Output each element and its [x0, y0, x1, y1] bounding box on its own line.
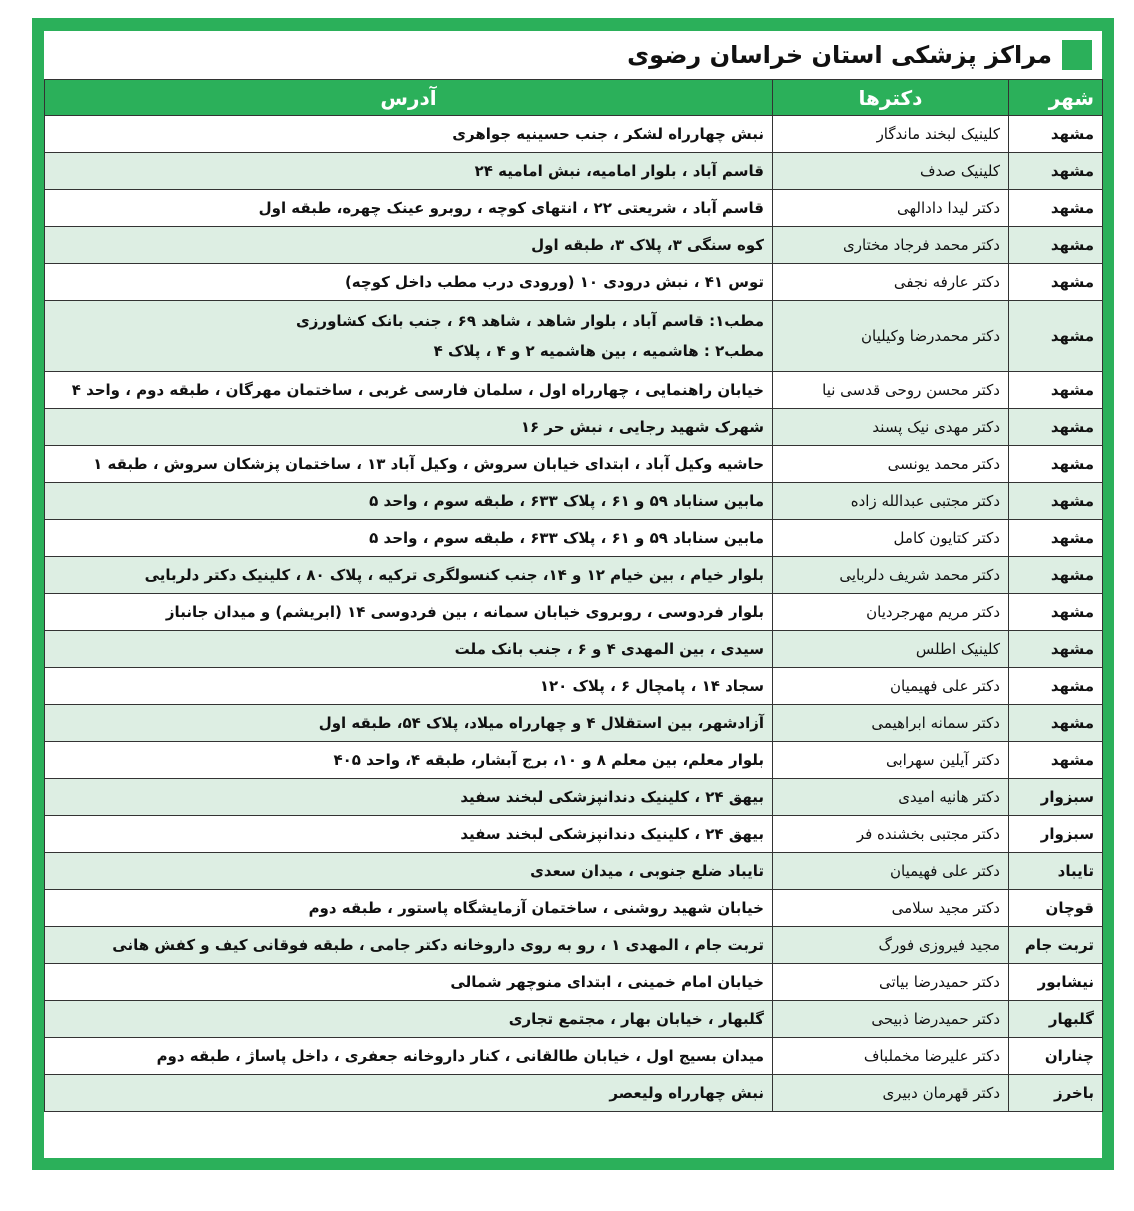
- address-cell: [45, 853, 773, 890]
- table-row: [45, 668, 1103, 705]
- address-cell: [45, 409, 773, 446]
- address-cell: [45, 372, 773, 409]
- address-line: قاسم آباد ، بلوار امامیه، نبش امامیه ۲۴: [474, 162, 764, 180]
- address-cell: [45, 557, 773, 594]
- address-line: تربت جام ، المهدی ۱ ، رو به روی داروخانه دکتر جامی ، طبقه فوقانی کیف و کفش هانی: [112, 936, 764, 954]
- doctor-cell: دکتر مهدی نیک پسند: [773, 409, 1009, 446]
- doctor-cell: کلینیک لبخند ماندگار: [773, 116, 1009, 153]
- address-line: نبش چهارراه لشکر ، جنب حسینیه جواهری: [452, 125, 764, 143]
- city-cell: سبزوار: [1009, 816, 1103, 853]
- table-row: [45, 1038, 1103, 1075]
- address-cell: [45, 1075, 773, 1112]
- city-cell: مشهد: [1009, 557, 1103, 594]
- table-row: [45, 557, 1103, 594]
- doctor-cell: دکتر قهرمان دبیری: [773, 1075, 1009, 1112]
- content-panel: [44, 31, 1102, 1158]
- address-line: مطب۱: قاسم آباد ، بلوار شاهد ، شاهد ۶۹ ، جنب بانک کشاورزی: [296, 312, 764, 330]
- doctor-cell: دکتر سمانه ابراهیمی: [773, 705, 1009, 742]
- address-line: سیدی ، بین المهدی ۴ و ۶ ، جنب بانک ملت: [454, 640, 764, 658]
- address-cell: [45, 1038, 773, 1075]
- address-line: میدان بسیج اول ، خیابان طالقانی ، کنار داروخانه جعفری ، داخل پاساژ ، طبقه دوم: [156, 1047, 764, 1065]
- city-cell: مشهد: [1009, 153, 1103, 190]
- address-cell: [45, 668, 773, 705]
- address-cell: [45, 779, 773, 816]
- city-cell: تایباد: [1009, 853, 1103, 890]
- address-line: سجاد ۱۴ ، پامچال ۶ ، پلاک ۱۲۰: [539, 677, 764, 695]
- table-row: [45, 890, 1103, 927]
- doctor-cell: دکتر هانیه امیدی: [773, 779, 1009, 816]
- header-doctors: دکترها: [773, 80, 1009, 116]
- city-cell: مشهد: [1009, 483, 1103, 520]
- table-row: [45, 594, 1103, 631]
- address-cell: [45, 153, 773, 190]
- table-row: [45, 409, 1103, 446]
- doctor-cell: دکتر محمدرضا وکیلیان: [773, 301, 1009, 372]
- city-cell: مشهد: [1009, 705, 1103, 742]
- address-line: مطب۲ : هاشمیه ، بین هاشمیه ۲ و ۴ ، پلاک ۴: [433, 342, 764, 360]
- table-row: [45, 372, 1103, 409]
- address-line: خیابان راهنمایی ، چهارراه اول ، سلمان فارسی غربی ، ساختمان مهرگان ، طبقه دوم ، واحد ۴: [71, 381, 764, 399]
- address-cell: [45, 816, 773, 853]
- table-row: [45, 227, 1103, 264]
- address-line: کوه سنگی ۳، پلاک ۳، طبقه اول: [531, 236, 764, 254]
- table-row: [45, 520, 1103, 557]
- table-row: [45, 264, 1103, 301]
- table-row: [45, 853, 1103, 890]
- address-cell: [45, 264, 773, 301]
- doctor-cell: دکتر علی فهیمیان: [773, 668, 1009, 705]
- address-cell: [45, 927, 773, 964]
- city-cell: مشهد: [1009, 372, 1103, 409]
- table-row: [45, 116, 1103, 153]
- title-bar: [44, 31, 1102, 79]
- address-line: بلوار خیام ، بین خیام ۱۲ و ۱۴، جنب کنسولگری ترکیه ، پلاک ۸۰ ، کلینیک دکتر دلربایی: [144, 566, 764, 584]
- city-cell: مشهد: [1009, 594, 1103, 631]
- green-frame: [32, 18, 1114, 1170]
- address-cell: [45, 301, 773, 372]
- address-line: گلبهار ، خیابان بهار ، مجتمع تجاری: [508, 1010, 764, 1028]
- address-cell: [45, 483, 773, 520]
- table-row: [45, 816, 1103, 853]
- doctor-cell: دکتر محمد یونسی: [773, 446, 1009, 483]
- city-cell: مشهد: [1009, 264, 1103, 301]
- doctor-cell: دکتر محسن روحی قدسی نیا: [773, 372, 1009, 409]
- centers-table: [44, 79, 1103, 1112]
- address-line: شهرک شهید رجایی ، نبش حر ۱۶: [520, 418, 764, 436]
- address-cell: [45, 190, 773, 227]
- address-cell: [45, 116, 773, 153]
- city-cell: باخرز: [1009, 1075, 1103, 1112]
- table-row: [45, 705, 1103, 742]
- address-cell: [45, 594, 773, 631]
- table-row: [45, 1075, 1103, 1112]
- city-cell: سبزوار: [1009, 779, 1103, 816]
- doctor-cell: دکتر مجتبی بخشنده فر: [773, 816, 1009, 853]
- address-line: آزادشهر، بین استقلال ۴ و چهارراه میلاد، پلاک ۵۴، طبقه اول: [318, 714, 764, 732]
- doctor-cell: دکتر عارفه نجفی: [773, 264, 1009, 301]
- address-line: بیهق ۲۴ ، کلینیک دندانپزشکی لبخند سفید: [460, 825, 764, 843]
- doctor-cell: دکتر لیدا دادالهی: [773, 190, 1009, 227]
- address-line: نبش چهارراه ولیعصر: [609, 1084, 764, 1102]
- title-square-icon: [1062, 40, 1092, 70]
- doctor-cell: دکتر محمد فرجاد مختاری: [773, 227, 1009, 264]
- doctor-cell: دکتر مجید سلامی: [773, 890, 1009, 927]
- doctor-cell: دکتر آیلین سهرابی: [773, 742, 1009, 779]
- page-title: مراکز پزشکی استان خراسان رضوی: [627, 41, 1052, 69]
- address-cell: [45, 520, 773, 557]
- table-row: [45, 190, 1103, 227]
- city-cell: مشهد: [1009, 742, 1103, 779]
- doctor-cell: دکتر مریم مهرجردیان: [773, 594, 1009, 631]
- header-city: شهر: [1009, 80, 1103, 116]
- header-address: آدرس: [45, 80, 773, 116]
- address-line: حاشیه وکیل آباد ، ابتدای خیابان سروش ، وکیل آباد ۱۳ ، ساختمان پزشکان سروش ، طبقه ۱: [93, 455, 764, 473]
- city-cell: نیشابور: [1009, 964, 1103, 1001]
- table-row: [45, 446, 1103, 483]
- address-line: خیابان شهید روشنی ، ساختمان آزمایشگاه پاستور ، طبقه دوم: [308, 899, 764, 917]
- table-row: [45, 153, 1103, 190]
- city-cell: تربت جام: [1009, 927, 1103, 964]
- address-cell: [45, 631, 773, 668]
- table-row: [45, 964, 1103, 1001]
- doctor-cell: کلینیک صدف: [773, 153, 1009, 190]
- table-body: [45, 116, 1103, 1112]
- address-line: توس ۴۱ ، نبش درودی ۱۰ (ورودی درب مطب داخل کوچه): [344, 273, 764, 291]
- city-cell: گلبهار: [1009, 1001, 1103, 1038]
- city-cell: قوچان: [1009, 890, 1103, 927]
- doctor-cell: دکتر کتایون کامل: [773, 520, 1009, 557]
- table-row: [45, 779, 1103, 816]
- city-cell: مشهد: [1009, 446, 1103, 483]
- address-line: تایباد ضلع جنوبی ، میدان سعدی: [530, 862, 764, 880]
- doctor-cell: دکتر علیرضا مخملباف: [773, 1038, 1009, 1075]
- city-cell: مشهد: [1009, 668, 1103, 705]
- address-line: بیهق ۲۴ ، کلینیک دندانپزشکی لبخند سفید: [460, 788, 764, 806]
- table-row: [45, 301, 1103, 372]
- address-line: مابین سناباد ۵۹ و ۶۱ ، پلاک ۶۳۳ ، طبقه سوم ، واحد ۵: [369, 492, 764, 510]
- city-cell: مشهد: [1009, 520, 1103, 557]
- city-cell: مشهد: [1009, 301, 1103, 372]
- doctor-cell: دکتر حمیدرضا بیاتی: [773, 964, 1009, 1001]
- address-cell: [45, 1001, 773, 1038]
- table-row: [45, 927, 1103, 964]
- doctor-cell: دکتر مجتبی عبدالله زاده: [773, 483, 1009, 520]
- doctor-cell: مجید فیروزی فورگ: [773, 927, 1009, 964]
- address-cell: [45, 705, 773, 742]
- address-cell: [45, 446, 773, 483]
- address-line: مابین سناباد ۵۹ و ۶۱ ، پلاک ۶۳۳ ، طبقه سوم ، واحد ۵: [369, 529, 764, 547]
- address-line: بلوار معلم، بین معلم ۸ و ۱۰، برج آبشار، طبقه ۴، واحد ۴۰۵: [333, 751, 764, 769]
- doctor-cell: دکتر محمد شریف دلربایی: [773, 557, 1009, 594]
- doctor-cell: دکتر علی فهیمیان: [773, 853, 1009, 890]
- city-cell: مشهد: [1009, 227, 1103, 264]
- address-cell: [45, 964, 773, 1001]
- address-cell: [45, 742, 773, 779]
- address-line: خیابان امام خمینی ، ابتدای منوچهر شمالی: [450, 973, 764, 991]
- table-row: [45, 483, 1103, 520]
- table-header-row: [45, 80, 1103, 116]
- city-cell: مشهد: [1009, 190, 1103, 227]
- address-cell: [45, 890, 773, 927]
- table-row: [45, 742, 1103, 779]
- city-cell: مشهد: [1009, 631, 1103, 668]
- address-line: بلوار فردوسی ، روبروی خیابان سمانه ، بین فردوسی ۱۴ (ابریشم) و میدان جانباز: [165, 603, 764, 621]
- address-cell: [45, 227, 773, 264]
- address-line: قاسم آباد ، شریعتی ۲۲ ، انتهای کوچه ، روبرو عینک چهره، طبقه اول: [258, 199, 764, 217]
- city-cell: مشهد: [1009, 116, 1103, 153]
- doctor-cell: کلینیک اطلس: [773, 631, 1009, 668]
- table-row: [45, 631, 1103, 668]
- doctor-cell: دکتر حمیدرضا ذبیحی: [773, 1001, 1009, 1038]
- city-cell: چناران: [1009, 1038, 1103, 1075]
- city-cell: مشهد: [1009, 409, 1103, 446]
- table-row: [45, 1001, 1103, 1038]
